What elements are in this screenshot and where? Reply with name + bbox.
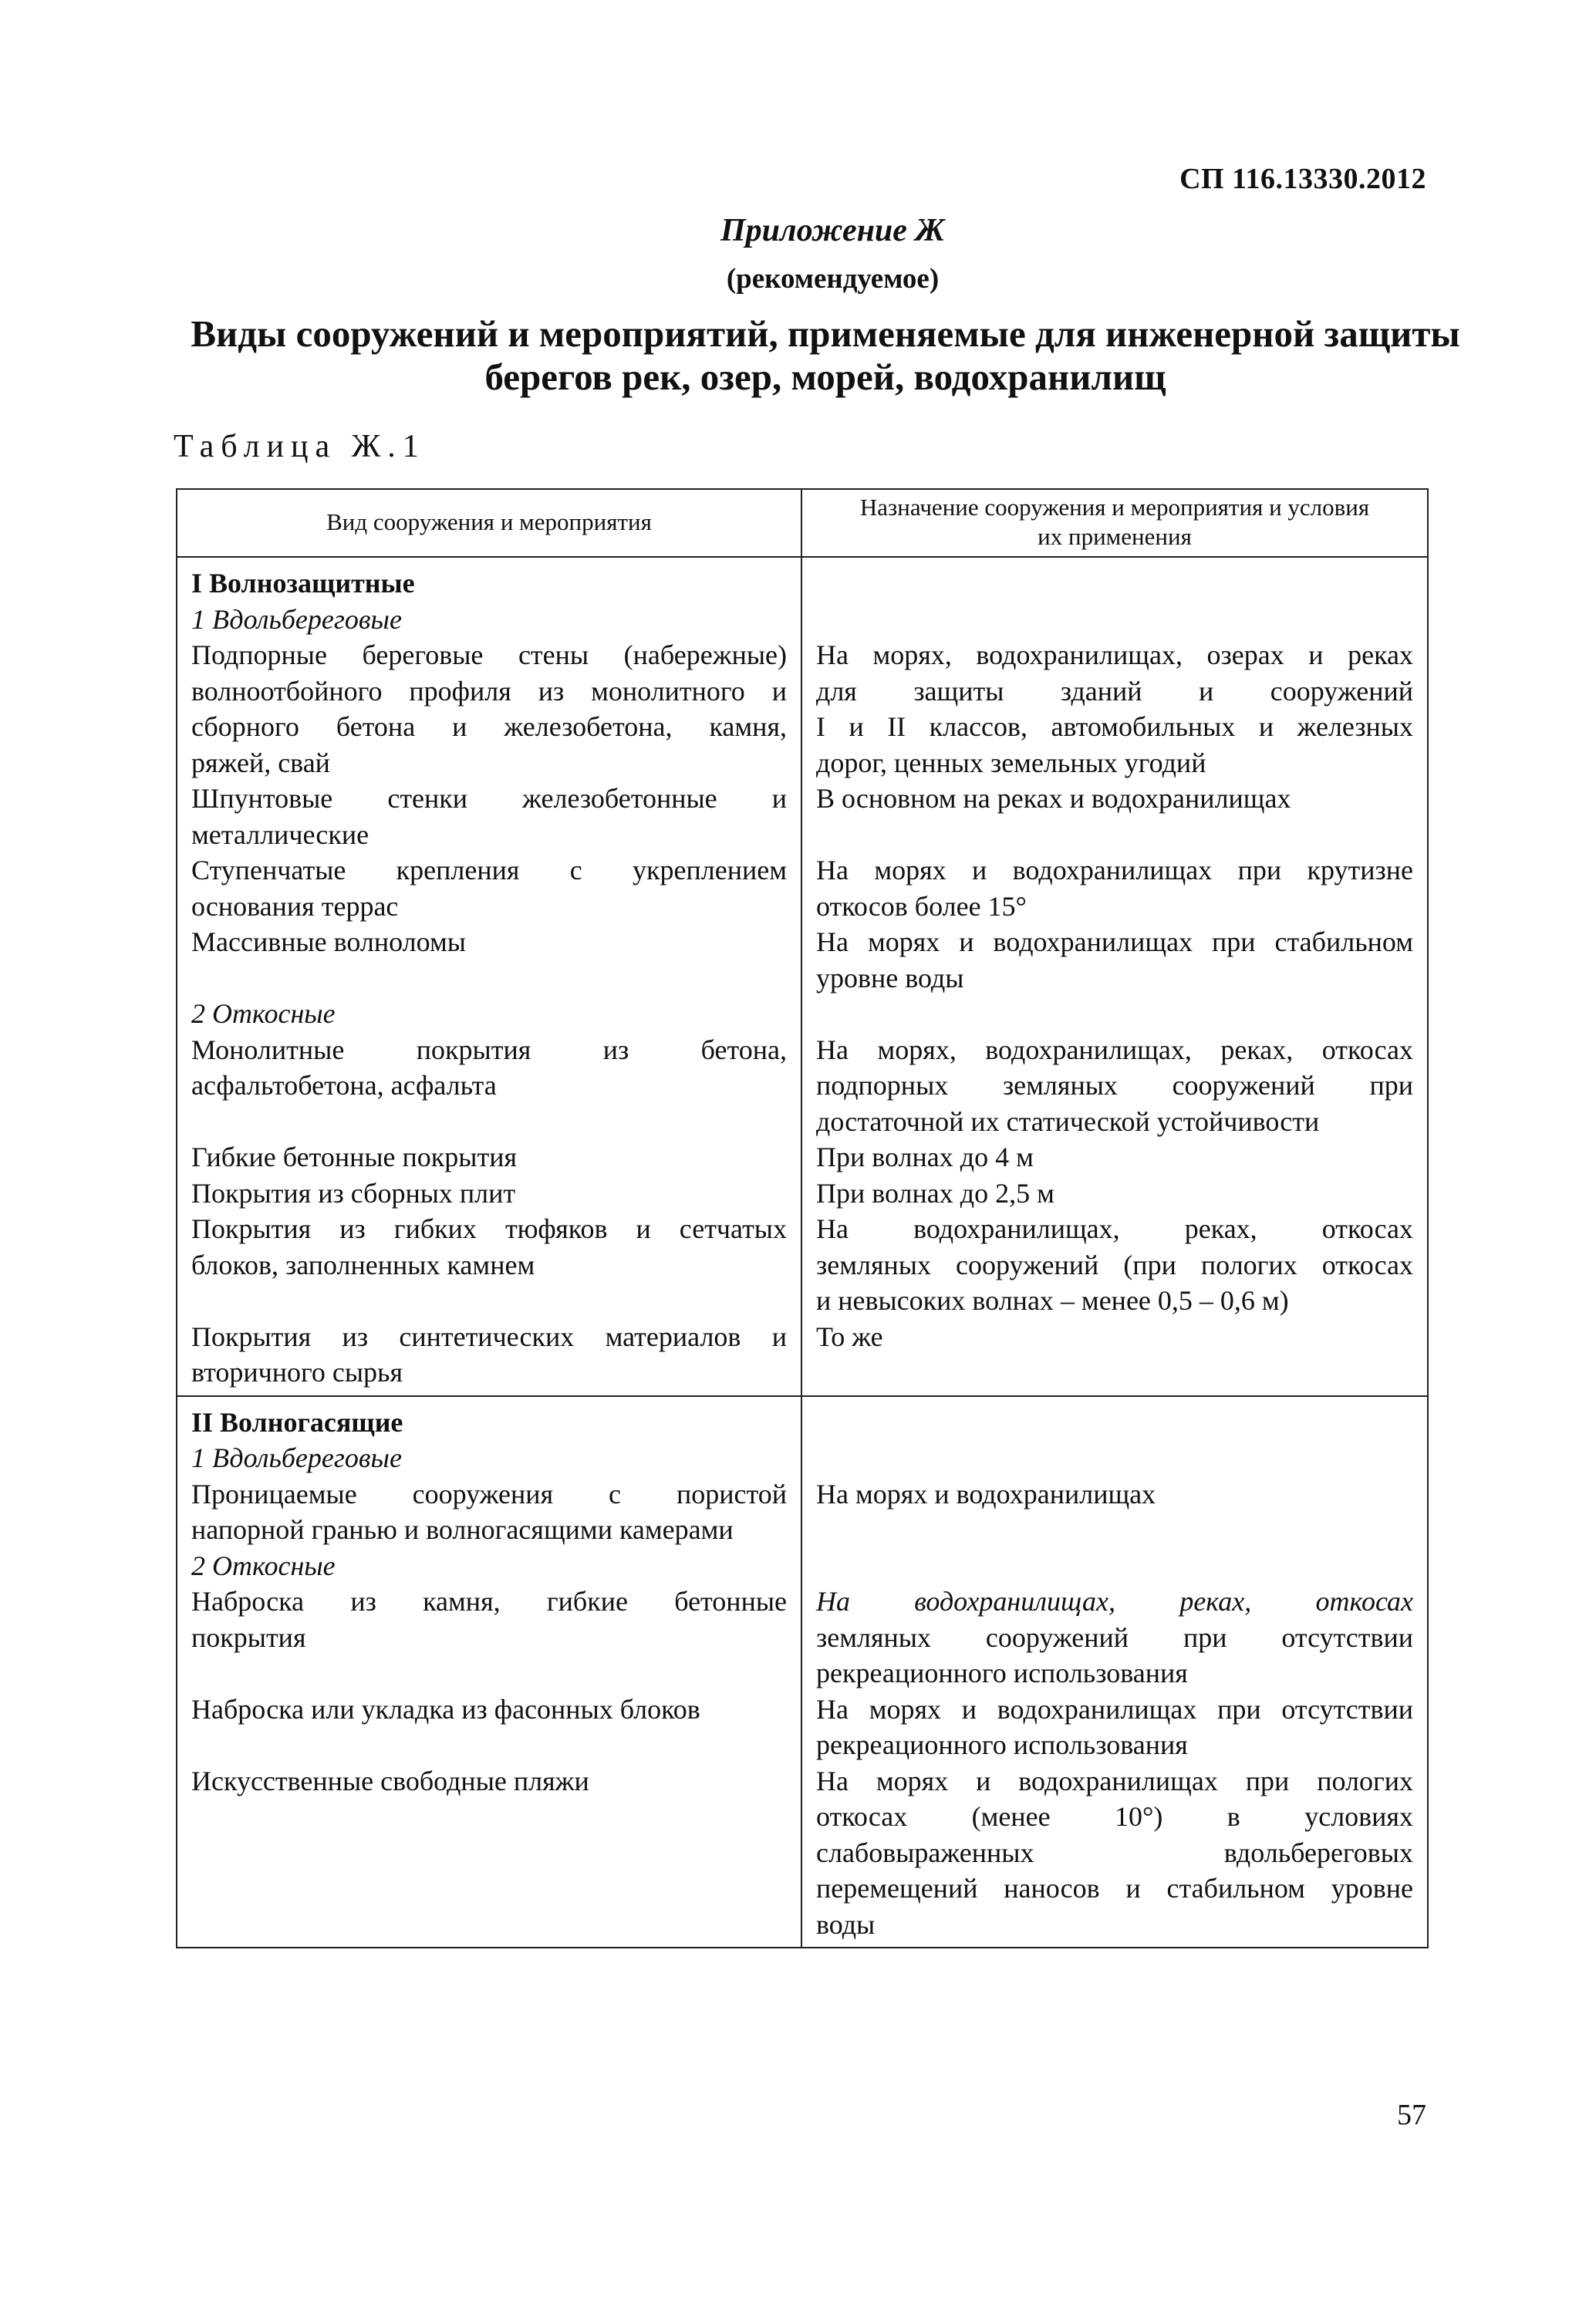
purpose-line: земляных сооружений при отсутствии — [816, 1621, 1413, 1653]
table-row-section-2 — [177, 1396, 1428, 1948]
subsection-title: 2 Откосные — [191, 1550, 336, 1581]
purpose-line: воды — [816, 1908, 876, 1940]
section-title: II Волногасящие — [191, 1406, 403, 1438]
purpose-line: На водохранилищах, реках, откосах — [816, 1213, 1413, 1244]
subsection-title: 1 Вдольбереговые — [191, 1442, 402, 1473]
purpose-line: перемещений наносов и стабильном уровне — [816, 1873, 1413, 1904]
table-header-row — [177, 489, 1428, 557]
purpose-line: рекреационного использования — [816, 1658, 1188, 1688]
type-line: Наброска из камня, гибкие бетонные — [191, 1586, 787, 1617]
structures-table — [176, 488, 1429, 1948]
type-line: Искусственные свободные пляжи — [191, 1765, 589, 1796]
col-header-type: Вид сооружения и мероприятия — [177, 489, 801, 557]
purpose-line: При волнах до 4 м — [816, 1142, 1034, 1172]
type-line: Монолитные покрытия из бетона, — [191, 1034, 787, 1065]
purpose-line: На морях, водохранилищах, озерах и реках — [816, 639, 1413, 670]
purpose-line: На морях, водохранилищах, реках, откосах — [816, 1034, 1413, 1065]
purpose-line: дорог, ценных земельных угодий — [816, 747, 1206, 778]
type-line: Покрытия из гибких тюфяков и сетчатых — [191, 1213, 787, 1244]
purpose-line: На морях и водохранилищах при крутизне — [816, 855, 1413, 885]
purpose-line: На водохранилищах, реках, откосах — [816, 1586, 1413, 1617]
purpose-line: В основном на реках и водохранилищах — [816, 783, 1291, 814]
type-line: напорной гранью и волногасящими камерами — [191, 1514, 734, 1545]
type-line: Массивные волноломы — [191, 926, 466, 957]
purpose-line: На морях и водохранилищах при стабильном — [816, 926, 1413, 957]
purpose-line: откосах (менее 10°) в условиях — [816, 1801, 1413, 1832]
purpose-line: подпорных земляных сооружений при — [816, 1070, 1413, 1101]
type-line: Проницаемые сооружения с пористой — [191, 1478, 787, 1509]
main-title-line-2: берегов рек, озер, морей, водохранилищ — [484, 356, 1166, 398]
type-line: сборного бетона и железобетона, камня, — [191, 711, 787, 742]
purpose-line: слабовыраженных вдольбереговых — [816, 1837, 1413, 1868]
purpose-line: При волнах до 2,5 м — [816, 1177, 1054, 1209]
type-line: асфальтобетона, асфальта — [191, 1070, 497, 1101]
purpose-line: откосов более 15° — [816, 890, 1027, 922]
type-line: волноотбойного профиля из монолитного и — [191, 675, 787, 707]
section-2-types — [177, 1396, 801, 1948]
appendix-note: (рекомендуемое) — [726, 263, 940, 295]
type-line: основания террас — [191, 890, 399, 922]
purpose-line: I и II классов, автомобильных и железных — [816, 711, 1413, 742]
section-title: I Волнозащитные — [191, 568, 415, 599]
purpose-line: земляных сооружений (при пологих откосах — [816, 1249, 1413, 1280]
main-title — [147, 312, 1504, 399]
purpose-line: На морях и водохранилищах — [816, 1478, 1156, 1509]
purpose-line: для защиты зданий и сооружений — [816, 675, 1413, 707]
purpose-line: и невысоких волнах – менее 0,5 – 0,6 м) — [816, 1285, 1289, 1316]
section-1-types — [177, 557, 801, 1396]
type-line: Подпорные береговые стены (набережные) — [191, 639, 787, 670]
purpose-line: достаточной их статической устойчивости — [816, 1105, 1320, 1137]
purpose-line: рекреационного использования — [816, 1729, 1188, 1760]
purpose-line: То же — [816, 1321, 883, 1352]
type-line: Наброска или укладка из фасонных блоков — [191, 1693, 700, 1725]
col-header-purpose: Назначение сооружения и мероприятия и условия их применения — [801, 489, 1428, 557]
purpose-line: На морях и водохранилищах при отсутствии — [816, 1693, 1413, 1725]
type-line: Гибкие бетонные покрытия — [191, 1142, 518, 1172]
type-line: ряжей, свай — [191, 747, 330, 778]
page-number: 57 — [1397, 2099, 1426, 2131]
appendix-title: Приложение Ж — [720, 213, 945, 248]
type-line: Ступенчатые крепления с укреплением — [191, 855, 787, 885]
subsection-title: 2 Откосные — [191, 998, 336, 1029]
subsection-title: 1 Вдольбереговые — [191, 603, 402, 635]
main-title-line-1: Виды сооружений и мероприятий, применяемые для инженерной защиты — [191, 312, 1460, 355]
purpose-line: На морях и водохранилищах при пологих — [816, 1765, 1413, 1796]
document-code: СП 116.13330.2012 — [1179, 163, 1426, 195]
section-1-purposes — [801, 557, 1428, 1396]
type-line: металлические — [191, 818, 369, 850]
type-line: вторичного сырья — [191, 1357, 403, 1388]
section-2-purposes — [801, 1396, 1428, 1948]
type-line: Шпунтовые стенки железобетонные и — [191, 783, 787, 814]
purpose-line: уровне воды — [816, 962, 964, 993]
type-line: блоков, заполненных камнем — [191, 1249, 535, 1280]
table-row-section-1 — [177, 557, 1428, 1396]
type-line: Покрытия из сборных плит — [191, 1177, 516, 1209]
table-label: Таблица Ж.1 — [174, 429, 426, 464]
type-line: покрытия — [191, 1621, 306, 1653]
type-line: Покрытия из синтетических материалов и — [191, 1321, 787, 1352]
